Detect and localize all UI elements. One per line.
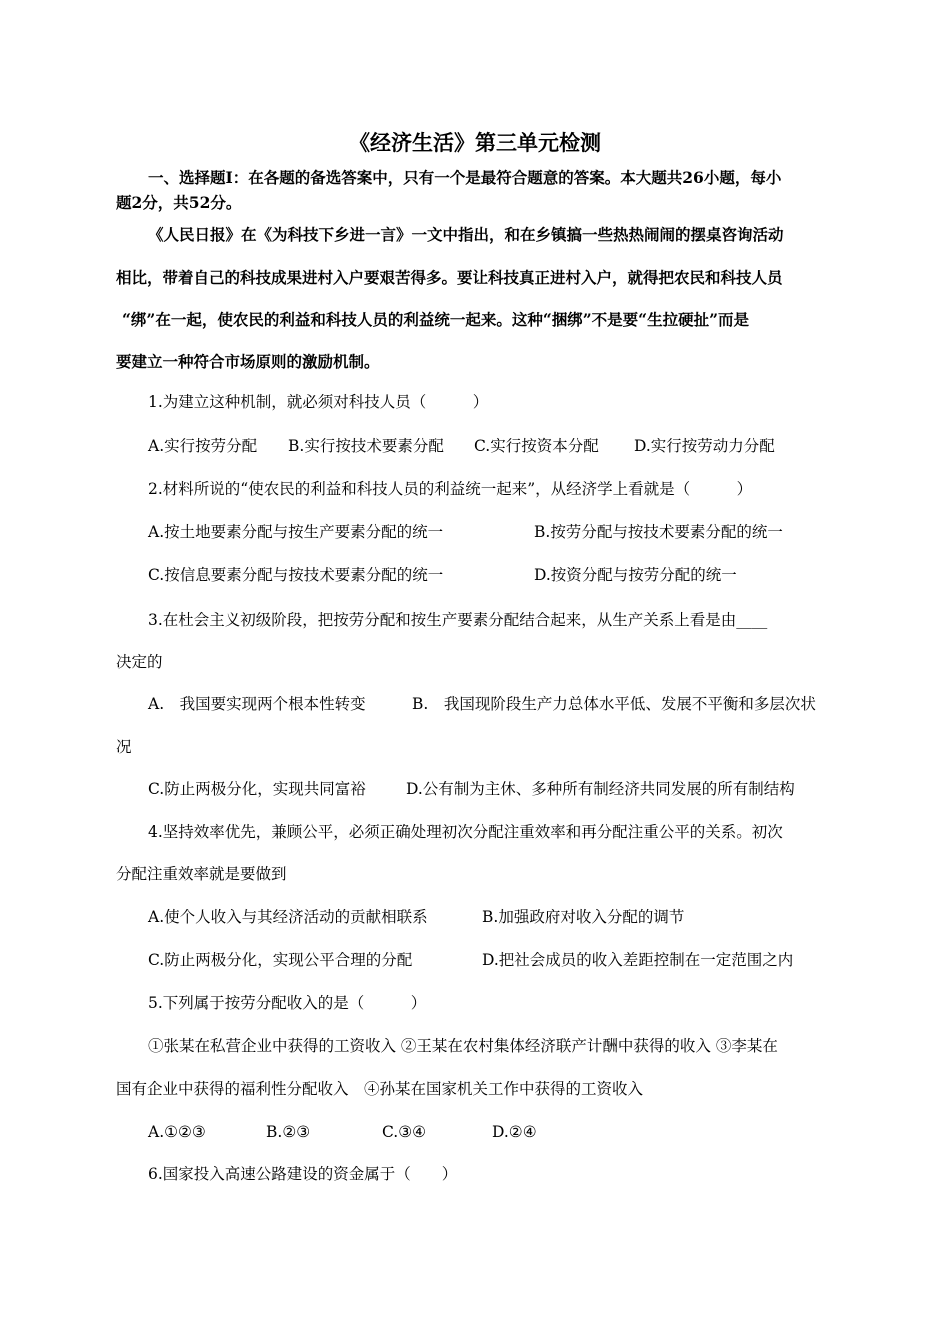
q2-option-b: B.按劳分配与按技术要素分配的统一: [534, 523, 783, 541]
q5-option-d: D.②④: [492, 1123, 537, 1141]
q3-option-b: B. 我国现阶段生产力总体水平低、发展不平衡和多层次状: [412, 695, 816, 713]
q3-option-d: D.公有制为主休、多种所有制经济共同发展的所有制结构: [406, 780, 795, 798]
q4-option-c: C.防止两极分化，实现公平合理的分配: [148, 951, 413, 969]
question-1-stem: 1.为建立这种机制，就必须对科技人员（ ）: [148, 393, 489, 411]
q4-option-b: B.加强政府对收入分配的调节: [482, 908, 685, 926]
q5-option-b: B.②③: [266, 1123, 311, 1141]
material-line-4: 要建立一种符合市场原则的激励机制。: [116, 352, 380, 371]
q4-option-d: D.把社会成员的收入差距控制在一定范围之内: [482, 951, 794, 969]
q2-option-a: A.按土地要素分配与按生产要素分配的统一: [148, 523, 444, 541]
material-line-1: 《人民日报》在《为科技下乡进一言》一文中指出，和在乡镇搞一些热热闹闹的摆桌咨询活动: [148, 225, 784, 244]
question-4-stem-line-1: 4.坚持效率优先，兼顾公平，必须正确处理初次分配注重效率和再分配注重公平的关系。初次: [148, 823, 783, 841]
question-2-stem: 2.材料所说的“使农民的利益和科技人员的利益统一起来”，从经济学上看就是（ ）: [148, 480, 753, 498]
question-5-items-line-2: 国有企业中获得的福利性分配收入 ④孙某在国家机关工作中获得的工资收入: [116, 1080, 644, 1098]
q1-option-d: D.实行按劳动力分配: [634, 437, 775, 455]
material-line-3: “绑”在一起，使农民的利益和科技人员的利益统一起来。这种“捆绑”不是要“生拉硬扯”而是: [122, 310, 749, 329]
q5-option-a: A.①②③: [148, 1123, 206, 1141]
q2-option-c: C.按信息要素分配与按技术要素分配的统一: [148, 566, 444, 584]
q4-option-a: A.使个人收入与其经济活动的贡献相联系: [148, 908, 428, 926]
material-line-2: 相比，带着自己的科技成果进村入户要艰苦得多。要让科技真正进村入户，就得把农民和科技人员: [116, 268, 783, 287]
question-6-stem: 6.国家投入高速公路建设的资金属于（ ）: [148, 1165, 458, 1183]
q2-option-d: D.按资分配与按劳分配的统一: [534, 566, 737, 584]
question-5-items-line-1: ①张某在私营企业中获得的工资收入 ②王某在农村集体经济联产计酬中获得的收入 ③李某在: [148, 1037, 778, 1055]
page-title: 《经济生活》第三单元检测: [349, 130, 601, 155]
q3-option-b-continued: 况: [116, 738, 132, 756]
question-3-stem-line-1: 3.在杜会主义初级阶段，把按劳分配和按生产要素分配结合起来，从生产关系上看是由____: [148, 611, 768, 629]
question-4-stem-line-2: 分配注重效率就是要做到: [116, 865, 287, 883]
q1-option-b: B.实行按技术要素分配: [288, 437, 444, 455]
q1-option-c: C.实行按资本分配: [474, 437, 599, 455]
section-heading-line-1: 一、选择题I：在各题的备选答案中，只有一个是最符合题意的答案。本大题共26小题，每小: [148, 168, 782, 187]
question-5-stem: 5.下列属于按劳分配收入的是（ ）: [148, 994, 427, 1012]
question-3-stem-line-2: 决定的: [116, 653, 163, 671]
q3-option-a: A. 我国要实现两个根本性转变: [148, 695, 366, 713]
q3-option-c: C.防止两极分化，实现共同富裕: [148, 780, 366, 798]
q1-option-a: A.实行按劳分配: [148, 437, 258, 455]
section-heading-line-2: 题2分，共52分。: [116, 193, 242, 212]
q5-option-c: C.③④: [382, 1123, 427, 1141]
